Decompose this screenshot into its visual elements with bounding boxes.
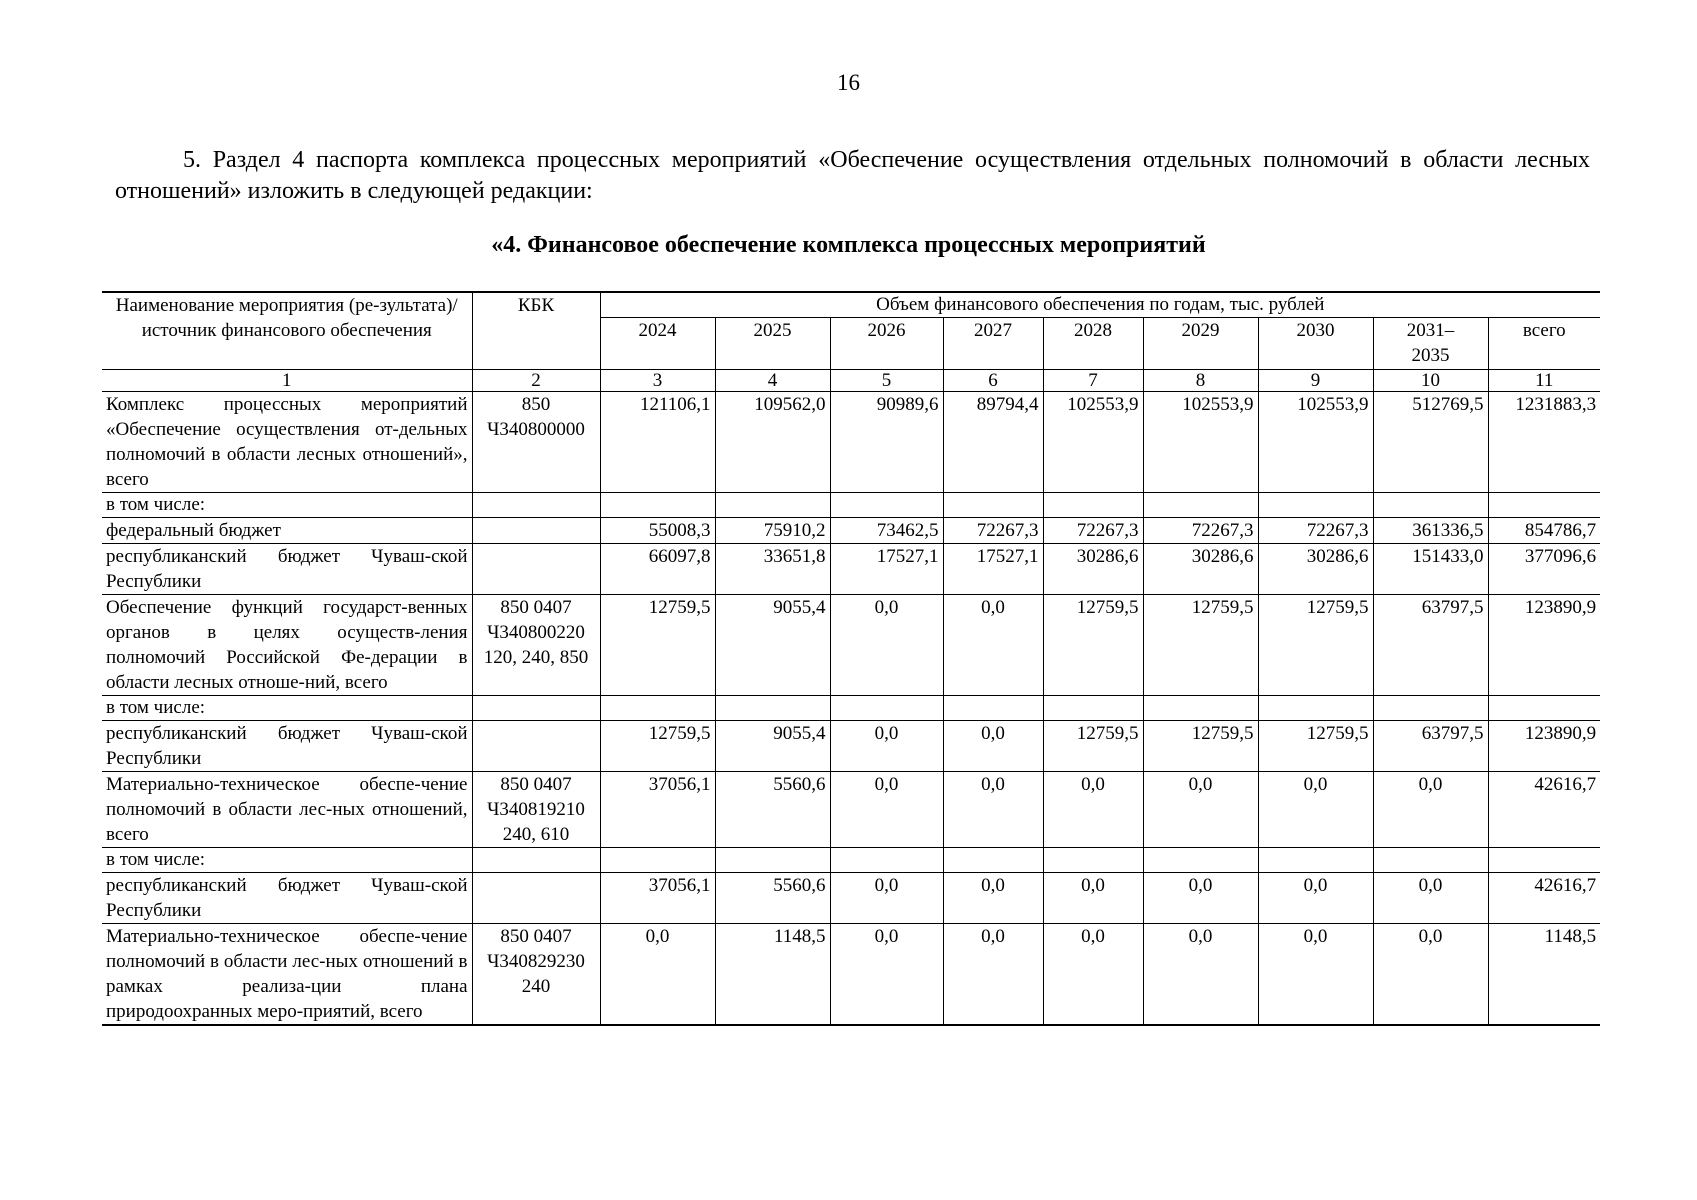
header-year: всего [1488,318,1600,370]
column-number: 9 [1258,370,1373,392]
row-value [830,696,943,721]
row-value: 121106,1 [600,392,715,493]
row-value: 512769,5 [1373,392,1488,493]
row-value [1143,696,1258,721]
row-kbk [472,696,600,721]
table-row [102,873,1600,924]
row-value: 0,0 [1143,924,1258,1026]
row-value: 0,0 [1373,873,1488,924]
row-value [1258,848,1373,873]
row-value [1143,493,1258,518]
row-value: 123890,9 [1488,721,1600,772]
row-value [1258,696,1373,721]
row-value [1043,493,1143,518]
row-value: 0,0 [830,772,943,848]
table-row [102,493,1600,518]
row-value: 9055,4 [715,595,830,696]
table-row [102,696,1600,721]
row-value: 9055,4 [715,721,830,772]
row-value [943,848,1043,873]
header-year: 2031–2035 [1373,318,1488,370]
row-value: 0,0 [943,721,1043,772]
row-value: 854786,7 [1488,518,1600,544]
row-kbk [472,544,600,595]
row-kbk: 850 0407 Ч340800220 120, 240, 850 [472,595,600,696]
row-value: 37056,1 [600,873,715,924]
row-name: республиканский бюджет Чуваш-ской Республики [102,721,472,772]
row-value [830,848,943,873]
row-value: 0,0 [1258,924,1373,1026]
row-value: 42616,7 [1488,873,1600,924]
row-value: 63797,5 [1373,721,1488,772]
table-row [102,518,1600,544]
header-volume: Объем финансового обеспечения по годам, тыс. рублей [600,292,1600,318]
row-value: 109562,0 [715,392,830,493]
table-row [102,924,1600,1026]
column-number: 7 [1043,370,1143,392]
row-name: Обеспечение функций государст-венных органов в целях осуществ-ления полномочий Российской Фе-дерации в области лесных отноше-ний, всего [102,595,472,696]
row-value: 72267,3 [1143,518,1258,544]
row-value: 37056,1 [600,772,715,848]
row-value: 12759,5 [600,721,715,772]
row-value: 66097,8 [600,544,715,595]
row-value [1488,848,1600,873]
row-value: 0,0 [943,772,1043,848]
row-value: 12759,5 [1143,721,1258,772]
row-value [1043,848,1143,873]
row-value [600,696,715,721]
row-kbk [472,493,600,518]
row-value: 0,0 [1043,772,1143,848]
row-value [1043,696,1143,721]
row-value: 377096,6 [1488,544,1600,595]
row-kbk [472,873,600,924]
row-value: 73462,5 [830,518,943,544]
table-row [102,595,1600,696]
row-value: 75910,2 [715,518,830,544]
row-value: 72267,3 [943,518,1043,544]
page-number: 16 [837,70,860,95]
row-name: Материально-техническое обеспе-чение полномочий в области лес-ных отношений в рамках реализа-ции плана природоохранных меро-приятий, всего [102,924,472,1026]
row-value [1373,493,1488,518]
header-year: 2025 [715,318,830,370]
row-value [943,493,1043,518]
table-row [102,721,1600,772]
row-value: 0,0 [1258,873,1373,924]
row-value: 0,0 [830,873,943,924]
row-value: 55008,3 [600,518,715,544]
row-value: 0,0 [830,924,943,1026]
row-name: Комплекс процессных мероприятий «Обеспечение осуществления от-дельных полномочий в области лесных отношений», всего [102,392,472,493]
row-value: 42616,7 [1488,772,1600,848]
row-kbk [472,848,600,873]
row-value: 0,0 [1258,772,1373,848]
row-name: республиканский бюджет Чуваш-ской Республики [102,544,472,595]
row-value [1258,493,1373,518]
row-value: 30286,6 [1143,544,1258,595]
row-value: 90989,6 [830,392,943,493]
column-number: 5 [830,370,943,392]
row-value: 361336,5 [1373,518,1488,544]
row-name: Материально-техническое обеспе-чение полномочий в области лес-ных отношений, всего [102,772,472,848]
row-kbk: 850 0407 Ч340819210 240, 610 [472,772,600,848]
row-value [1373,696,1488,721]
row-value: 12759,5 [1258,721,1373,772]
column-number: 6 [943,370,1043,392]
row-value [1488,493,1600,518]
row-name: в том числе: [102,696,472,721]
row-value [600,493,715,518]
row-value: 12759,5 [1043,595,1143,696]
table-row [102,848,1600,873]
header-year: 2029 [1143,318,1258,370]
row-name: федеральный бюджет [102,518,472,544]
column-number: 2 [472,370,600,392]
financing-table [102,291,1600,1026]
column-number: 10 [1373,370,1488,392]
row-value: 12759,5 [1043,721,1143,772]
row-value: 12759,5 [1258,595,1373,696]
row-value: 102553,9 [1043,392,1143,493]
row-value: 0,0 [600,924,715,1026]
table-row [102,772,1600,848]
row-value: 30286,6 [1043,544,1143,595]
row-value [830,493,943,518]
row-value: 0,0 [943,873,1043,924]
row-kbk [472,518,600,544]
row-value: 0,0 [1373,924,1488,1026]
row-value: 17527,1 [830,544,943,595]
header-year: 2028 [1043,318,1143,370]
row-value [715,493,830,518]
row-value [1143,848,1258,873]
column-number: 1 [102,370,472,392]
row-value: 72267,3 [1258,518,1373,544]
row-value [1373,848,1488,873]
row-value: 0,0 [830,595,943,696]
header-name: Наименование мероприятия (ре-зультата)/источник финансового обеспечения [102,292,472,370]
row-value: 102553,9 [1258,392,1373,493]
row-value: 1148,5 [715,924,830,1026]
row-value: 89794,4 [943,392,1043,493]
header-year: 2027 [943,318,1043,370]
row-value [943,696,1043,721]
section-title: «4. Финансовое обеспечение комплекса процессных мероприятий [491,232,1206,258]
row-value: 5560,6 [715,873,830,924]
row-value: 0,0 [943,595,1043,696]
row-value: 0,0 [1143,873,1258,924]
header-kbk: КБК [472,292,600,370]
row-value [715,696,830,721]
row-value [600,848,715,873]
row-value: 33651,8 [715,544,830,595]
row-name: республиканский бюджет Чуваш-ской Республики [102,873,472,924]
row-value: 0,0 [1043,924,1143,1026]
row-value: 72267,3 [1043,518,1143,544]
row-name: в том числе: [102,493,472,518]
row-value: 102553,9 [1143,392,1258,493]
row-value: 0,0 [1043,873,1143,924]
row-value: 0,0 [1143,772,1258,848]
intro-paragraph: 5. Раздел 4 паспорта комплекса процессных мероприятий «Обеспечение осуществления отдельных полномочий в области лесных отношений» изложить в следующей редакции: [115,147,1590,204]
column-number: 4 [715,370,830,392]
row-value: 12759,5 [1143,595,1258,696]
row-value [715,848,830,873]
row-value: 1148,5 [1488,924,1600,1026]
row-kbk [472,721,600,772]
row-value: 1231883,3 [1488,392,1600,493]
row-value: 12759,5 [600,595,715,696]
row-value: 123890,9 [1488,595,1600,696]
row-value: 5560,6 [715,772,830,848]
header-year: 2030 [1258,318,1373,370]
table-row [102,392,1600,493]
row-value: 151433,0 [1373,544,1488,595]
row-kbk: 850 Ч340800000 [472,392,600,493]
column-number: 8 [1143,370,1258,392]
row-kbk: 850 0407 Ч340829230 240 [472,924,600,1026]
header-year: 2026 [830,318,943,370]
row-value: 17527,1 [943,544,1043,595]
header-year: 2024 [600,318,715,370]
row-value: 0,0 [1373,772,1488,848]
row-value: 0,0 [830,721,943,772]
row-name: в том числе: [102,848,472,873]
table-row [102,544,1600,595]
row-value: 30286,6 [1258,544,1373,595]
column-number: 11 [1488,370,1600,392]
row-value: 63797,5 [1373,595,1488,696]
row-value [1488,696,1600,721]
row-value: 0,0 [943,924,1043,1026]
column-number: 3 [600,370,715,392]
